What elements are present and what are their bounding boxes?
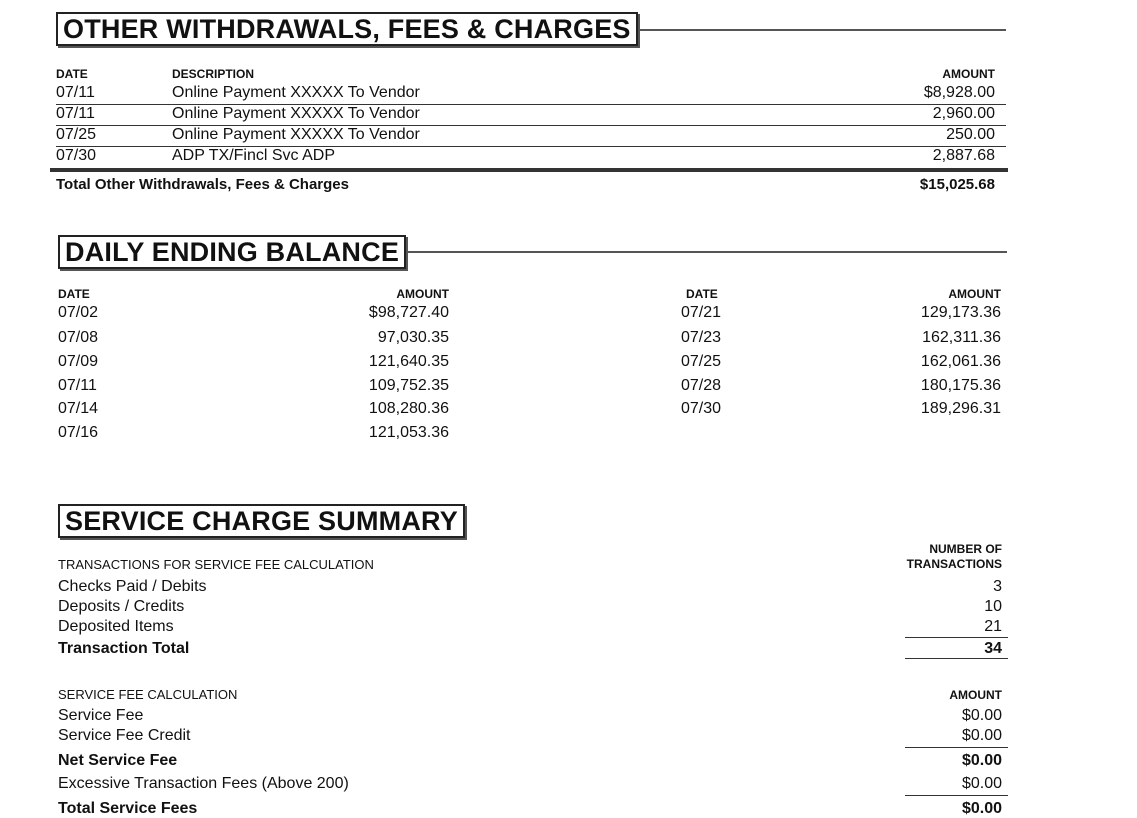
table-row-date: 07/30 (56, 147, 97, 164)
daily-date: 07/09 (58, 353, 99, 370)
table-row-amount: 2,887.68 (932, 147, 995, 164)
withdrawals-date-header: DATE (56, 67, 88, 81)
total-fees-label: Total Service Fees (58, 800, 198, 817)
total-fees-value: $0.00 (961, 800, 1002, 817)
tx-col-header-line2: TRANSACTIONS (906, 557, 1002, 571)
daily-date: 07/02 (58, 304, 99, 321)
daily-date: 07/11 (58, 377, 97, 394)
fee-heading: SERVICE FEE CALCULATION (58, 687, 238, 702)
subtotal-rule (905, 747, 1008, 748)
table-row-amount: 2,960.00 (932, 105, 995, 122)
tx-heading: TRANSACTIONS FOR SERVICE FEE CALCULATION (58, 557, 374, 572)
daily-amount: 162,061.36 (920, 353, 1001, 370)
table-row-date: 07/11 (56, 84, 95, 101)
fee-row-value: $0.00 (961, 727, 1002, 744)
table-row-description: ADP TX/Fincl Svc ADP (172, 147, 336, 164)
daily-title: DAILY ENDING BALANCE (58, 235, 406, 269)
daily-amount: 108,280.36 (368, 400, 449, 417)
tx-col-header-line1: NUMBER OF (929, 542, 1002, 556)
daily-amount: 109,752.35 (368, 377, 449, 394)
daily-date: 07/25 (681, 353, 722, 370)
table-row-date: 07/11 (56, 105, 95, 122)
withdrawals-total-label: Total Other Withdrawals, Fees & Charges (56, 176, 349, 193)
service-title: SERVICE CHARGE SUMMARY (58, 504, 465, 538)
daily-right-amount-header: AMOUNT (948, 287, 1001, 301)
daily-left-date-header: DATE (58, 287, 90, 301)
withdrawals-title: OTHER WITHDRAWALS, FEES & CHARGES (56, 12, 638, 46)
daily-amount: 189,296.31 (920, 400, 1001, 417)
fee-col-header: AMOUNT (949, 688, 1002, 702)
table-row-description: Online Payment XXXXX To Vendor (172, 84, 420, 101)
daily-date: 07/08 (58, 329, 99, 346)
tx-total-label: Transaction Total (58, 640, 190, 657)
tx-row-value: 10 (984, 598, 1002, 615)
tx-row-label: Deposited Items (58, 618, 174, 635)
daily-date: 07/28 (681, 377, 722, 394)
daily-date: 07/23 (681, 329, 722, 346)
tx-total-value: 34 (984, 640, 1002, 657)
withdrawals-description-header: DESCRIPTION (172, 67, 255, 81)
net-fee-label: Net Service Fee (58, 752, 178, 769)
total-rule (905, 658, 1008, 659)
daily-amount: 121,640.35 (368, 353, 449, 370)
table-row-amount: $8,928.00 (923, 84, 995, 101)
table-row-description: Online Payment XXXXX To Vendor (172, 126, 420, 143)
fee-row-label: Service Fee (58, 707, 144, 724)
total-divider (50, 168, 1008, 172)
tx-row-value: 3 (993, 578, 1002, 595)
tx-row-label: Deposits / Credits (58, 598, 185, 615)
daily-date: 07/14 (58, 400, 99, 417)
fee-row-label: Service Fee Credit (58, 727, 191, 744)
withdrawals-total-amount: $15,025.68 (919, 176, 995, 193)
fee-row-value: $0.00 (961, 707, 1002, 724)
daily-amount: 162,311.36 (922, 329, 1001, 346)
subtotal-rule (905, 637, 1008, 638)
table-row-amount: 250.00 (946, 126, 995, 143)
tx-row-label: Checks Paid / Debits (58, 578, 207, 595)
daily-left-amount-header: AMOUNT (396, 287, 449, 301)
daily-amount: $98,727.40 (368, 304, 449, 321)
section-rule (624, 29, 1006, 31)
daily-amount: 121,053.36 (368, 424, 449, 441)
subtotal-rule (905, 795, 1008, 796)
excess-fee-value: $0.00 (961, 775, 1002, 792)
withdrawals-amount-header: AMOUNT (942, 67, 995, 81)
daily-amount: 129,173.36 (920, 304, 1001, 321)
daily-amount: 180,175.36 (920, 377, 1001, 394)
daily-date: 07/30 (681, 400, 722, 417)
section-rule (397, 251, 1007, 253)
excess-fee-label: Excessive Transaction Fees (Above 200) (58, 775, 349, 792)
table-row-description: Online Payment XXXXX To Vendor (172, 105, 420, 122)
net-fee-value: $0.00 (961, 752, 1002, 769)
daily-date: 07/16 (58, 424, 99, 441)
daily-right-date-header: DATE (686, 287, 718, 301)
daily-amount: 97,030.35 (377, 329, 449, 346)
tx-row-value: 21 (984, 618, 1002, 635)
daily-date: 07/21 (681, 304, 722, 321)
table-row-date: 07/25 (56, 126, 97, 143)
